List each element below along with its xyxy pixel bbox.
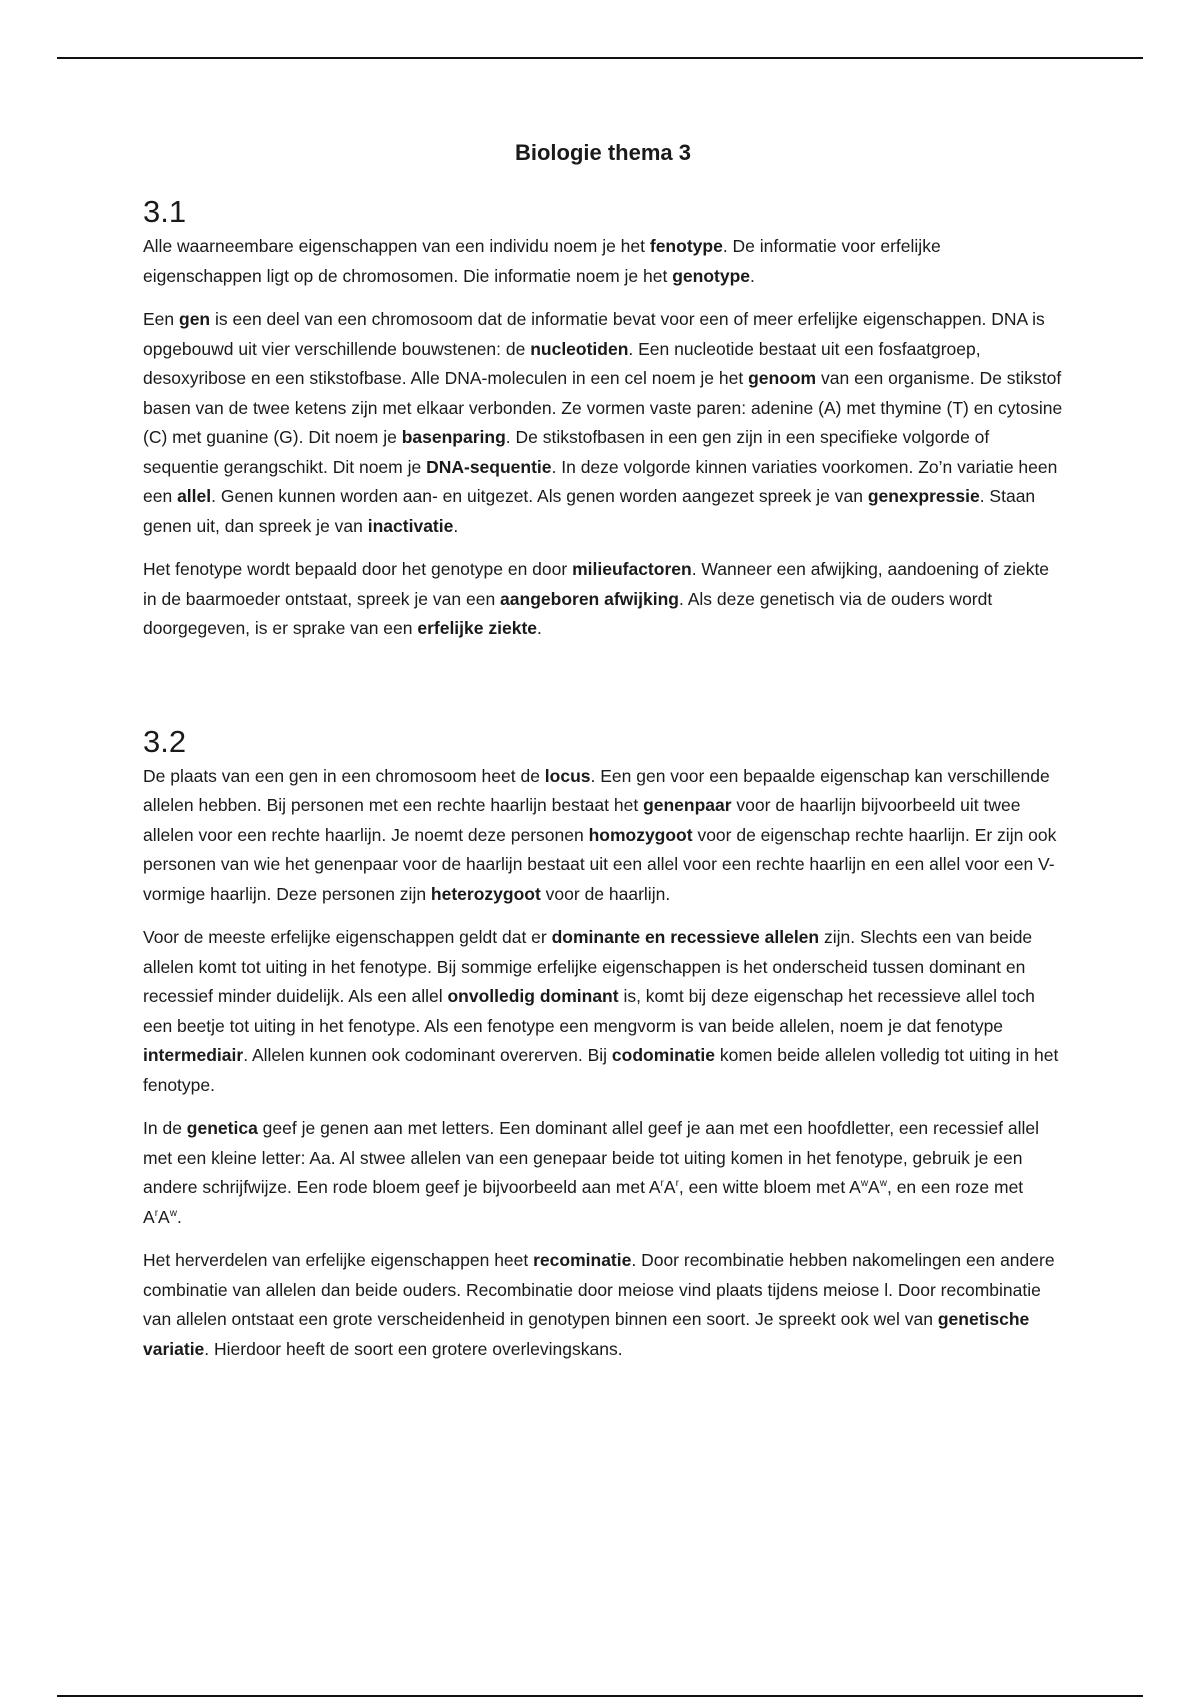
paragraph (143, 923, 1063, 1100)
text-run: A (158, 1206, 170, 1227)
text-run: De plaats van een gen in een chromosoom heet de (143, 765, 545, 786)
key-term: genetica (186, 1118, 258, 1138)
text-run: . Allelen kunnen ook codominant overerven. Bij (243, 1045, 612, 1065)
text-run: Voor de meeste erfelijke eigenschappen geldt dat er (143, 927, 552, 947)
key-term: aangeboren afwijking (500, 588, 679, 609)
key-term: genenpaar (643, 795, 732, 815)
header-rule (57, 57, 1143, 59)
text-run: van een organisme. De stikstof basen van de twee ketens zijn met elkaar verbonden. Ze vormen vaste paren: adenine (A) met thymine (T) en cytosine (C) met guanine (G). Dit noem je (143, 368, 1063, 447)
text-run: Een (143, 309, 179, 329)
text-run: voor de haarlijn. (540, 883, 671, 904)
allele-superscript: r (675, 1178, 679, 1190)
text-run: . (176, 1206, 182, 1227)
text-run: voor de eigenschap rechte haarlijn. Er zijn ook personen van wie het genenpaar voor de haarlijn bestaat uit een allel voor een rechte haarlijn en een allel voor een V-vormige haarlijn. Deze personen zijn (143, 824, 1057, 904)
text-run: . De stikstofbasen in een gen zijn in een specifieke volgorde of sequentie gerangschikt. Dit noem je (143, 427, 990, 477)
text-run: . Een gen voor een bepaalde eigenschap kan verschillende allelen hebben. Bij personen met een rechte haarlijn bestaat het (143, 765, 1050, 815)
key-term: genotype (672, 265, 750, 286)
key-term: intermediair (143, 1045, 244, 1065)
paragraph (143, 1246, 1063, 1364)
document-title: Biologie thema 3 (514, 140, 692, 165)
text-run: Het herverdelen van erfelijke eigenschappen heet (143, 1250, 534, 1270)
text-run: , een witte bloem met A (678, 1177, 861, 1197)
text-run: . In deze volgorde kinnen variaties voorkomen. Zo’n variatie heen een (143, 456, 1058, 506)
text-run: , en een roze met A (143, 1177, 1024, 1227)
text-run: . (453, 515, 459, 536)
footer-rule (57, 1695, 1143, 1697)
text-run: A (868, 1177, 880, 1197)
key-term: codominatie (611, 1045, 715, 1065)
text-run: geef je genen aan met letters. Een dominant allel geef je aan met een hoofdletter, een recessief allel met een kleine letter: Aa. Al stwee allelen van een genepaar beide tot uiting komen in het fenotype, gebruik je een andere schrijfwijze. Een rode bloem geef je bijvoorbeeld aan met A (143, 1118, 1039, 1197)
allele-superscript: w (879, 1178, 887, 1190)
key-term: milieufactoren (572, 559, 692, 579)
text-run: . (537, 618, 542, 638)
key-term: genexpressie (867, 486, 980, 506)
key-term: recominatie (533, 1250, 632, 1270)
paragraph (143, 762, 1063, 910)
text-run: Het fenotype wordt bepaald door het genotype en door (143, 559, 573, 579)
paragraph (143, 1114, 1063, 1232)
section-heading-3-2: 3.2 (143, 723, 187, 759)
key-term: genoom (748, 368, 817, 388)
text-run: voor de haarlijn bijvoorbeeld uit twee allelen voor een rechte haarlijn. Je noemt deze personen (143, 795, 1021, 845)
text-run: is een deel van een chromosoom dat de informatie bevat voor een of meer erfelijke eigenschappen. DNA is opgebouwd uit vier verschillende bouwstenen: de (143, 309, 1045, 359)
text-run: . Wanneer een afwijking, aandoening of ziekte in de baarmoeder ontstaat, spreek je van een (143, 559, 1050, 609)
key-term: onvolledig dominant (447, 986, 619, 1006)
key-term: allel (177, 486, 212, 506)
key-term: erfelijke ziekte (417, 618, 537, 638)
allele-superscript: r (154, 1207, 159, 1219)
text-run: . Genen kunnen worden aan- en uitgezet. Als genen worden aangezet spreek je van (211, 486, 868, 506)
text-run: zijn. Slechts een van beide allelen komt tot uiting in het fenotype. Bij sommige erfelijke eigenschappen is het onderscheid tussen dominant en recessief minder duidelijk. Als een allel (143, 927, 1033, 1006)
paragraph (143, 232, 1063, 291)
section-spacer (143, 658, 1063, 724)
text-run: . (750, 265, 755, 286)
text-run: . Staan genen uit, dan spreek je van (143, 486, 1036, 536)
allele-superscript: w (860, 1178, 869, 1190)
paragraph (143, 305, 1063, 541)
key-term: homozygoot (588, 824, 693, 845)
text-run: . Door recombinatie hebben nakomelingen een andere combinatie van allelen dan beide ouders. Recombinatie door meiose vind plaats tijdens meiose l. Door recombinatie van allelen ontstaat een grote verscheidenheid in genotypen binnen een soort. Je spreekt ook wel van (143, 1250, 1055, 1329)
key-term: locus (544, 765, 591, 786)
allele-superscript: w (169, 1207, 177, 1219)
text-run: komen beide allelen volledig tot uiting in het fenotype. (143, 1045, 1059, 1095)
key-term: DNA-sequentie (426, 456, 552, 477)
document-body (143, 140, 1063, 1378)
key-term: fenotype (649, 236, 723, 256)
allele-superscript: r (660, 1178, 664, 1190)
key-term: dominante en recessieve allelen (551, 927, 820, 947)
text-run: is, komt bij deze eigenschap het recessieve allel toch een beetje tot uiting in het fenotype. Als een fenotype een mengvorm is van beide allelen, noem je dat fenotype (143, 986, 1035, 1036)
key-term: inactivatie (367, 515, 454, 536)
text-run: In de (143, 1118, 187, 1138)
text-run: A (663, 1177, 676, 1197)
text-run: . De informatie voor erfelijke eigenschappen ligt op de chromosomen. Die informatie noem je het (143, 236, 941, 286)
key-term: genetische variatie (143, 1309, 1030, 1359)
key-term: basenparing (401, 427, 506, 447)
text-run: . Een nucleotide bestaat uit een fosfaatgroep, desoxyribose en een stikstofbase. Alle DNA-moleculen in een cel noem je het (143, 338, 981, 388)
paragraph (143, 555, 1063, 644)
key-term: gen (179, 309, 211, 329)
key-term: heterozygoot (430, 883, 541, 904)
text-run: . Als deze genetisch via de ouders wordt doorgegeven, is er sprake van een (143, 588, 993, 638)
section-heading-3-1: 3.1 (143, 194, 187, 229)
key-term: nucleotiden (530, 338, 629, 359)
text-run: Alle waarneembare eigenschappen van een individu noem je het (143, 236, 650, 256)
text-run: . Hierdoor heeft de soort een grotere overlevingskans. (204, 1338, 623, 1359)
